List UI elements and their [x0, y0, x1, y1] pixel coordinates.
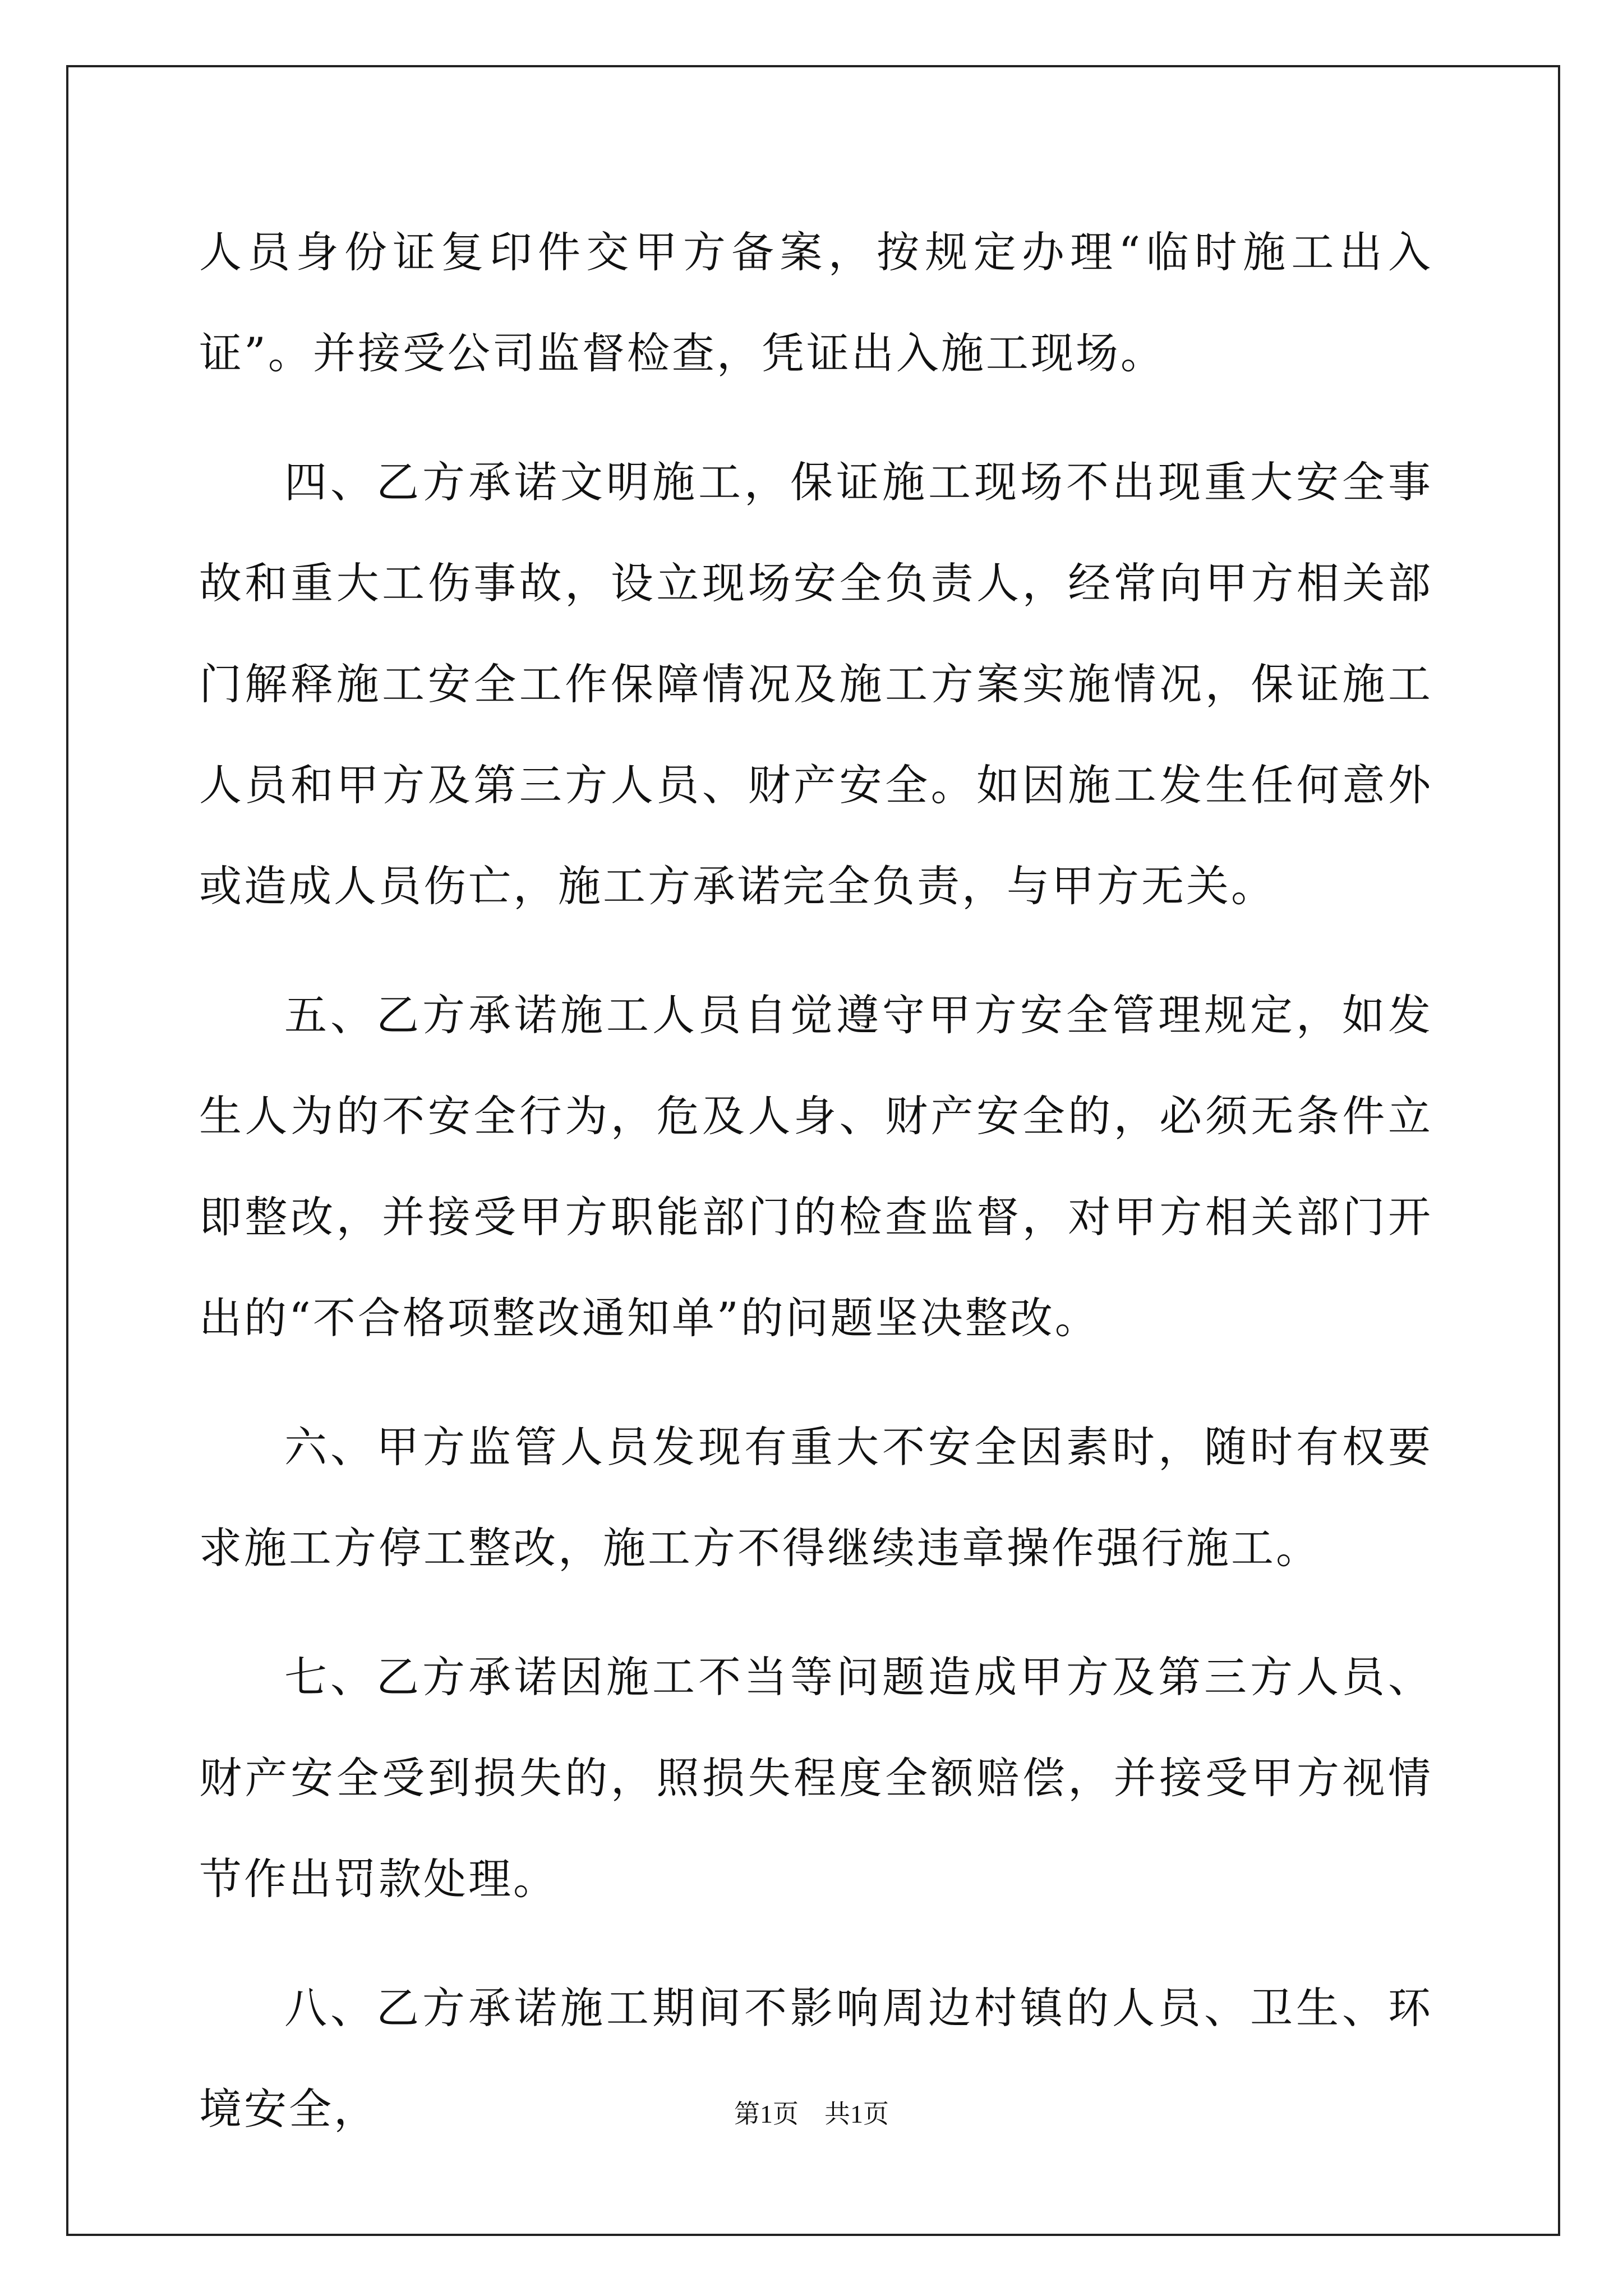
- paragraph-clause-5: 五、乙方承诺施工人员自觉遵守甲方安全管理规定，如发生人为的不安全行为，危及人身、财产安全的，必须无条件立即整改，并接受甲方职能部门的检查监督，对甲方相关部门开出的“不合格项整改通知单”的问题坚决整改。: [199, 990, 1433, 1343]
- page-total: 共1页: [824, 2100, 889, 2128]
- page-footer: [0, 2093, 1623, 2131]
- paragraph-continuation: 人员身份证复印件交甲方备案，按规定办理“临时施工出入证”。并接受公司监督检查，凭证出入施工现场。: [199, 227, 1433, 378]
- document-body: [199, 202, 1433, 2188]
- paragraph-clause-4: 四、乙方承诺文明施工，保证施工现场不出现重大安全事故和重大工伤事故，设立现场安全负责人，经常向甲方相关部门解释施工安全工作保障情况及施工方案实施情况，保证施工人员和甲方及第三方人员、财产安全。如因施工发生任何意外或造成人员伤亡，施工方承诺完全负责，与甲方无关。: [199, 457, 1433, 911]
- paragraph-clause-8: 八、乙方承诺施工期间不影响周边村镇的人员、卫生、环境安全，: [199, 1983, 1433, 2134]
- paragraph-clause-6: 六、甲方监管人员发现有重大不安全因素时，随时有权要求施工方停工整改，施工方不得继续违章操作强行施工。: [199, 1422, 1433, 1573]
- page-number: 第1页: [734, 2100, 799, 2128]
- paragraph-clause-7: 七、乙方承诺因施工不当等问题造成甲方及第三方人员、财产安全受到损失的，照损失程度全额赔偿，并接受甲方视情节作出罚款处理。: [199, 1652, 1433, 1904]
